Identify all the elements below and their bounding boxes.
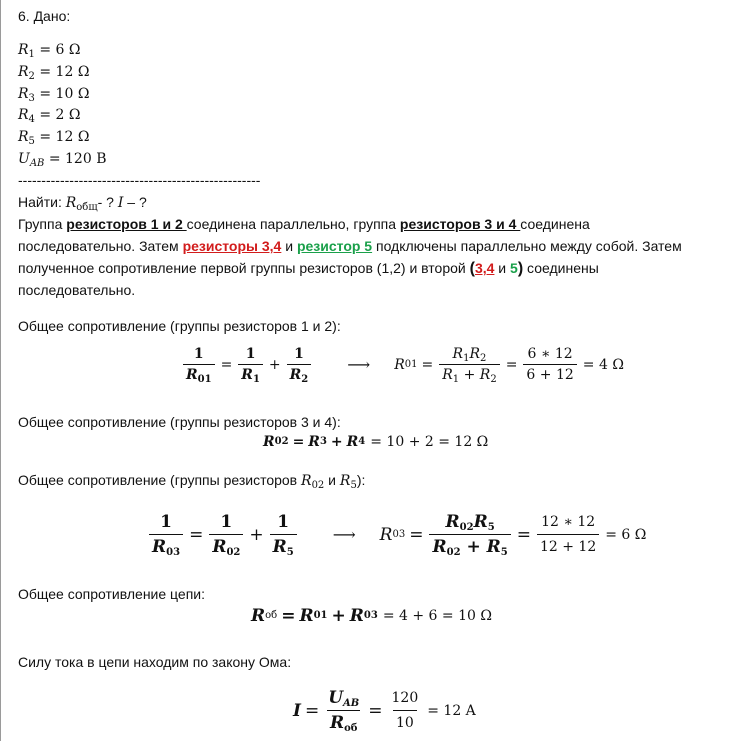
given-uab: $U_{AB} = 120$ В [18, 151, 107, 169]
section5-formula: I = $\frac{U_{AB}}{R_{об}}$ = $\frac{120}{10}$ = 12 A [293, 688, 476, 734]
given-r3: $R_3 = 10$ Ω [18, 86, 90, 104]
section4-label: Общее сопротивление цепи: [18, 586, 205, 602]
section2-label: Общее сопротивление (группы резисторов 3 и 4): [18, 414, 341, 430]
paragraph-line-2: последовательно. Затем резисторы 3,4 и резистор 5 подключены параллельно между собой. Затем [18, 238, 682, 254]
section3-formula: $\frac{1}{R_{03}}$ = $\frac{1}{R_{02}}$ + $\frac{1}{R_5}$ ⟶ R 03 = $\frac{R_{02}R_5}{R_{02} + R_5}$ = $\frac{12 ∗ 12}{12 + 12}$ = 6 Ω [147, 510, 646, 559]
section3-label: Общее сопротивление (группы резисторов $R_{02}$ и $R_5$): [18, 472, 366, 491]
given-r5: $R_5 = 12$ Ω [18, 129, 90, 147]
given-r4: $R_4 = 2$ Ω [18, 107, 81, 125]
find-line: Найти: $R_{общ}-$ ? I – ? [18, 194, 147, 213]
section1-formula: $\frac{1}{R_{01}}$ = $\frac{1}{R_1}$ + $\frac{1}{R_2}$ ⟶ R 01 = $\frac{R_1R_2}{R_1 + R_2}$ = $\frac{6 ∗ 12}{6 + 12}$ = 4 Ω [181, 344, 624, 385]
given-r2: $R_2 = 12$ Ω [18, 64, 90, 82]
section1-label: Общее сопротивление (группы резисторов 1 и 2): [18, 318, 341, 334]
section4-formula: R об = R 01 + R 03 = 4 + 6 = 10 Ω [251, 606, 492, 626]
given-r1: $R_1 = 6$ Ω [18, 42, 81, 60]
paragraph-line-3: полученное сопротивление первой группы резисторов (1,2) и второй (3,4 и 5) соединены [18, 260, 599, 277]
implies-arrow: ⟶ [332, 525, 356, 544]
divider-dashes: ---------------------------------------------------- [18, 172, 261, 188]
section2-formula: R 02 = R 3 + R 4 = 10 + 2 = 12 Ω [263, 434, 489, 450]
section5-label: Силу тока в цепи находим по закону Ома: [18, 654, 292, 670]
problem-title: 6. Дано: [18, 8, 71, 24]
paragraph-line-4: последовательно. [18, 282, 136, 298]
paragraph-line-1: Группа резисторов 1 и 2 соединена параллельно, группа резисторов 3 и 4 соединена [18, 216, 590, 232]
implies-arrow: ⟶ [347, 355, 371, 374]
